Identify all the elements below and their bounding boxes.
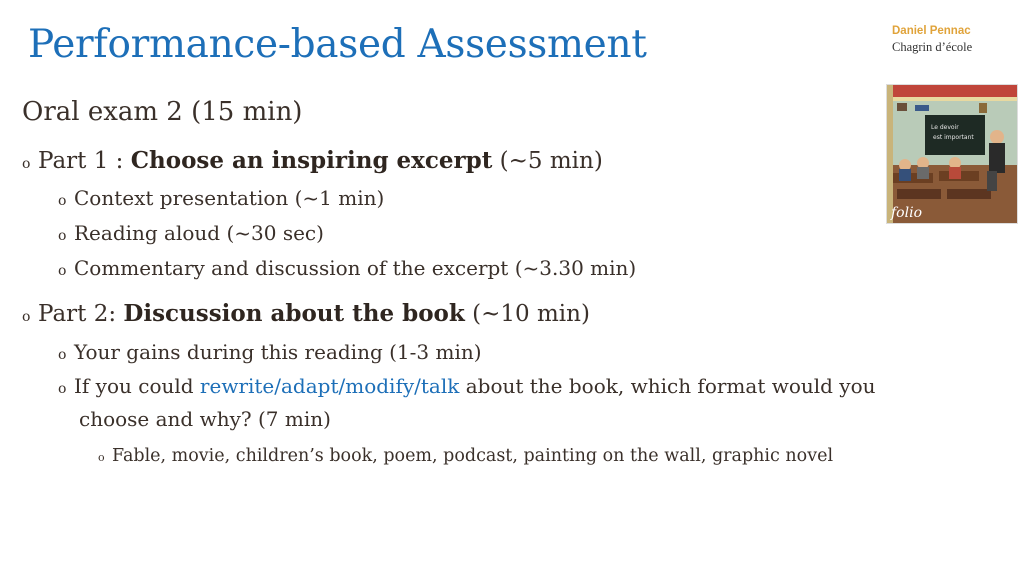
- book-author: Daniel Pennac: [892, 25, 971, 37]
- bullet-icon: o: [22, 156, 31, 172]
- bullet-icon: o: [98, 451, 105, 464]
- part2-item-2: o If you could rewrite/adapt/modify/talk about the book, which format would you: [58, 374, 876, 398]
- part1-title: Choose an inspiring excerpt: [130, 147, 493, 174]
- cover-publisher-text: folio: [891, 205, 922, 221]
- part2-line: o Part 2: Discussion about the book (~10 min): [22, 300, 590, 327]
- part1-item-3: o Commentary and discussion of the excerpt (~3.30 min): [58, 256, 637, 280]
- book-cover-image: [886, 84, 1018, 224]
- part2-subitem: o Fable, movie, children’s book, poem, podcast, painting on the wall, graphic novel: [98, 446, 834, 466]
- part1-item-2: o Reading aloud (~30 sec): [58, 221, 324, 245]
- exam-heading: Oral exam 2 (15 min): [22, 97, 303, 127]
- formats-highlight: rewrite/adapt/modify/talk: [199, 374, 460, 398]
- bullet-icon: o: [22, 309, 31, 325]
- part1-line: o Part 1 : Choose an inspiring excerpt (~5 min): [22, 147, 603, 174]
- part1-item-1: o Context presentation (~1 min): [58, 186, 385, 210]
- slide-title: Performance-based Assessment: [28, 22, 647, 67]
- part2-title: Discussion about the book: [123, 300, 465, 327]
- bullet-icon: o: [58, 193, 67, 209]
- bullet-icon: o: [58, 381, 67, 397]
- part2-item-2-continued: choose and why? (7 min): [79, 407, 331, 431]
- svg-text:Le devoir: Le devoir: [931, 124, 959, 131]
- svg-text:est important: est important: [933, 134, 974, 141]
- bullet-icon: o: [58, 347, 67, 363]
- bullet-icon: o: [58, 263, 67, 279]
- book-title: Chagrin d’école: [892, 40, 973, 54]
- bullet-icon: o: [58, 228, 67, 244]
- part2-item-1: o Your gains during this reading (1-3 min): [58, 340, 482, 364]
